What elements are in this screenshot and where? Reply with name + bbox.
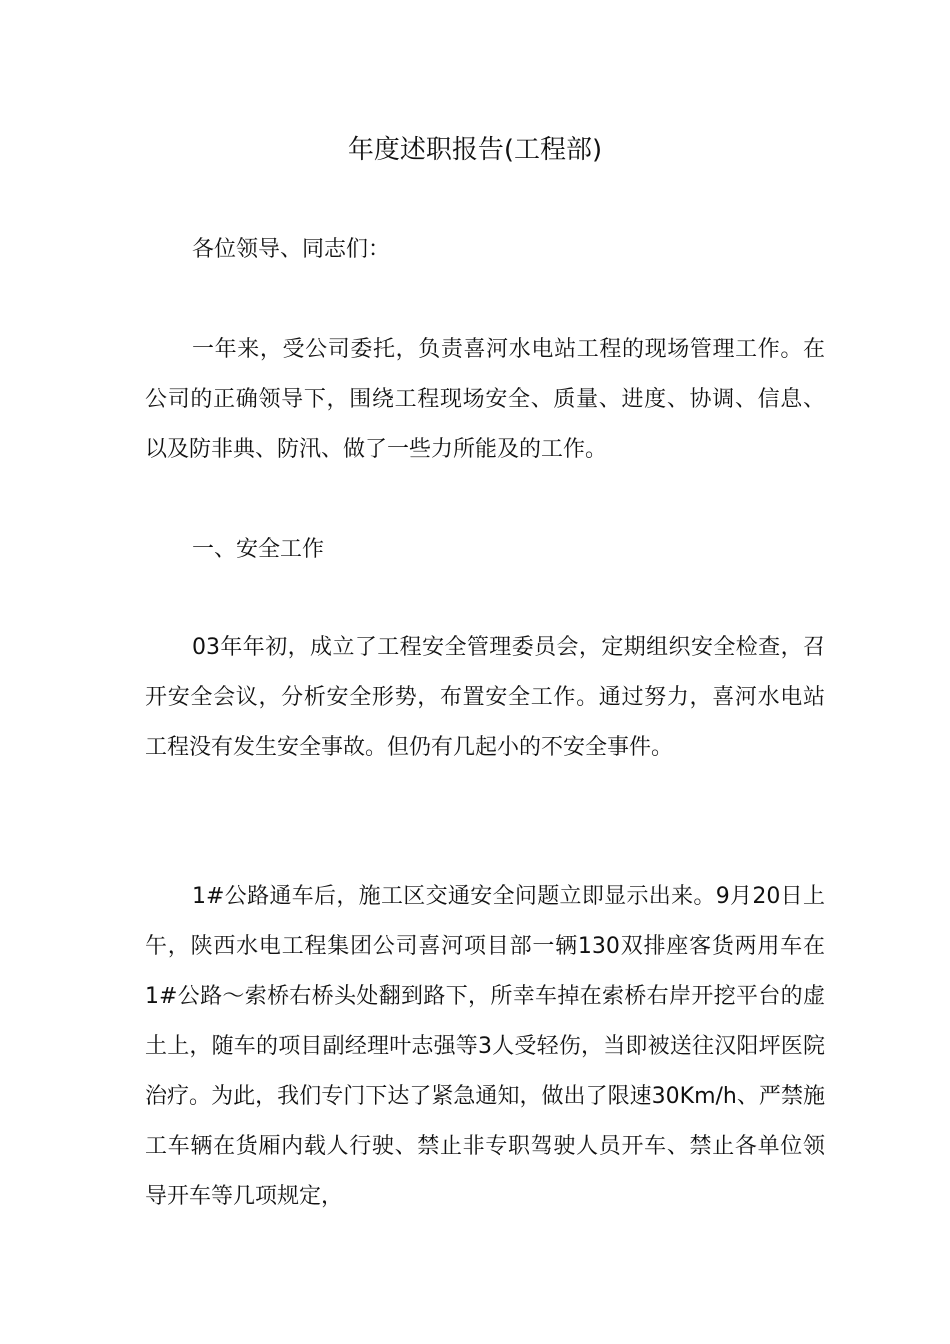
greeting-paragraph: 各位领导、同志们： xyxy=(192,237,391,262)
intro-paragraph: 一年来，受公司委托，负责喜河水电站工程的现场管理工作。在公司的正确领导下，围绕工程现场安全、质量、进度、协调、信息、以及防非典、防汛、做了一些力所能及的工作。 xyxy=(145,337,825,462)
road-safety-paragraph: 1#公路通车后，施工区交通安全问题立即显示出来。9月20日上午，陕西水电工程集团公司喜河项目部一辆130双排座客货两用车在1#公路～索桥右桥头处翻到路下，所幸车掉在索桥右岸开挖平台的虚土上，随车的项目副经理叶志强等3人受轻伤，当即被送往汉阳坪医院治疗。为此，我们专门下达了紧急通知，做出了限速30Km/h、严禁施工车辆在货厢内载人行驶、禁止非专职驾驶人员开车、禁止各单位领导开车等几项规定， xyxy=(145,884,825,1209)
section-heading: 一、安全工作 xyxy=(192,537,325,562)
safety-paragraph: 03年年初，成立了工程安全管理委员会，定期组织安全检查，召开安全会议，分析安全形势，布置安全工作。通过努力，喜河水电站工程没有发生安全事故。但仍有几起小的不安全事件。 xyxy=(145,635,825,760)
document-title: 年度述职报告(工程部) xyxy=(347,135,603,165)
